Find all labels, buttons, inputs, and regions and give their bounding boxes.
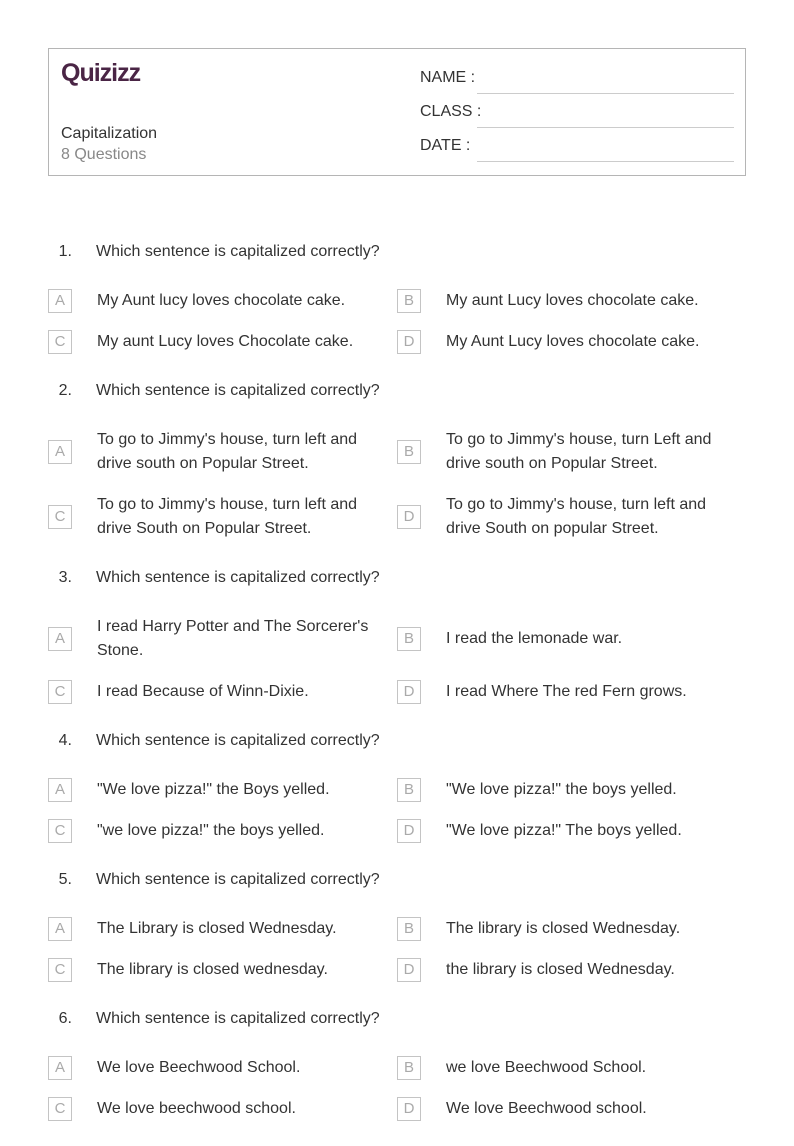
question — [0, 566, 794, 704]
option-letter-box[interactable]: A — [48, 289, 72, 313]
question-number: 3. — [58, 569, 72, 586]
option-text: To go to Jimmy's house, turn left and drive South on popular Street. — [446, 496, 707, 537]
option-letter-box[interactable]: C — [48, 330, 72, 354]
question-header — [0, 379, 794, 403]
option-c[interactable] — [48, 493, 397, 541]
option-letter-box[interactable]: C — [48, 680, 72, 704]
option-c[interactable] — [48, 819, 397, 843]
question-text: Which sentence is capitalized correctly? — [96, 382, 380, 399]
class-field[interactable] — [420, 95, 734, 119]
option-a[interactable] — [48, 1056, 397, 1080]
option-row — [0, 819, 794, 843]
question-text: Which sentence is capitalized correctly? — [96, 871, 380, 888]
question — [0, 240, 794, 354]
option-text: To go to Jimmy's house, turn Left and drive south on Popular Street. — [446, 431, 712, 472]
question-list — [0, 240, 794, 1146]
question-number: 4. — [58, 732, 72, 749]
option-letter-box[interactable]: D — [397, 505, 421, 529]
option-row — [0, 958, 794, 982]
option-d[interactable] — [397, 819, 746, 843]
option-row — [0, 289, 794, 313]
option-text: I read Because of Winn-Dixie. — [97, 683, 309, 700]
option-text: we love Beechwood School. — [446, 1059, 647, 1076]
option-letter-box[interactable]: A — [48, 1056, 72, 1080]
option-text: We love Beechwood School. — [97, 1059, 301, 1076]
question-header — [0, 240, 794, 264]
option-letter-box[interactable]: B — [397, 1056, 421, 1080]
option-letter-box[interactable]: D — [397, 680, 421, 704]
question-number: 1. — [58, 243, 72, 260]
option-text: "We love pizza!" The boys yelled. — [446, 822, 682, 839]
option-letter-box[interactable]: A — [48, 778, 72, 802]
option-row — [0, 493, 794, 541]
option-text: To go to Jimmy's house, turn left and drive South on Popular Street. — [97, 496, 358, 537]
option-letter-box[interactable]: B — [397, 917, 421, 941]
option-letter-box[interactable]: B — [397, 778, 421, 802]
option-letter-box[interactable]: A — [48, 917, 72, 941]
option-text: "we love pizza!" the boys yelled. — [97, 822, 325, 839]
option-row — [0, 330, 794, 354]
question-header — [0, 868, 794, 892]
option-letter-box[interactable]: D — [397, 819, 421, 843]
worksheet-title: Capitalization — [61, 125, 158, 142]
name-field[interactable] — [420, 61, 734, 85]
question-number: 5. — [58, 871, 72, 888]
option-text: The library is closed Wednesday. — [446, 920, 681, 937]
option-a[interactable] — [48, 778, 397, 802]
option-b[interactable] — [397, 428, 746, 476]
question-text: Which sentence is capitalized correctly? — [96, 569, 380, 586]
option-d[interactable] — [397, 1097, 746, 1121]
option-row — [0, 680, 794, 704]
option-row — [0, 917, 794, 941]
option-row — [0, 615, 794, 663]
option-d[interactable] — [397, 493, 746, 541]
option-letter-box[interactable]: D — [397, 958, 421, 982]
option-text: I read Where The red Fern grows. — [446, 683, 687, 700]
option-a[interactable] — [48, 289, 397, 313]
option-letter-box[interactable]: B — [397, 440, 421, 464]
option-letter-box[interactable]: A — [48, 440, 72, 464]
option-text: My Aunt lucy loves chocolate cake. — [97, 292, 346, 309]
option-row — [0, 428, 794, 476]
option-c[interactable] — [48, 680, 397, 704]
option-letter-box[interactable]: B — [397, 627, 421, 651]
option-text: My Aunt Lucy loves chocolate cake. — [446, 333, 700, 350]
option-letter-box[interactable]: D — [397, 330, 421, 354]
option-letter-box[interactable]: A — [48, 627, 72, 651]
question-header — [0, 1007, 794, 1031]
option-letter-box[interactable]: C — [48, 819, 72, 843]
worksheet-header — [48, 48, 746, 176]
option-c[interactable] — [48, 330, 397, 354]
class-label: CLASS : — [420, 103, 482, 120]
option-d[interactable] — [397, 680, 746, 704]
option-a[interactable] — [48, 917, 397, 941]
option-letter-box[interactable]: D — [397, 1097, 421, 1121]
question-count: 8 Questions — [61, 146, 147, 163]
question-text: Which sentence is capitalized correctly? — [96, 732, 380, 749]
question-text: Which sentence is capitalized correctly? — [96, 1010, 380, 1027]
option-text: We love beechwood school. — [97, 1100, 296, 1117]
option-d[interactable] — [397, 958, 746, 982]
name-line — [477, 93, 734, 94]
question-text: Which sentence is capitalized correctly? — [96, 243, 380, 260]
option-c[interactable] — [48, 1097, 397, 1121]
option-text: The library is closed wednesday. — [97, 961, 328, 978]
class-line — [477, 127, 734, 128]
option-letter-box[interactable]: C — [48, 1097, 72, 1121]
option-text: My aunt Lucy loves Chocolate cake. — [97, 333, 354, 350]
option-a[interactable] — [48, 428, 397, 476]
option-b[interactable] — [397, 1056, 746, 1080]
option-letter-box[interactable]: C — [48, 958, 72, 982]
option-b[interactable] — [397, 917, 746, 941]
quizizz-logo: Quizizz — [61, 59, 141, 87]
option-letter-box[interactable]: B — [397, 289, 421, 313]
option-b[interactable] — [397, 289, 746, 313]
date-field[interactable] — [420, 129, 734, 153]
option-b[interactable] — [397, 615, 746, 663]
option-text: the library is closed Wednesday. — [446, 961, 675, 978]
question — [0, 868, 794, 982]
option-d[interactable] — [397, 330, 746, 354]
option-row — [0, 1056, 794, 1080]
option-text: "We love pizza!" the boys yelled. — [446, 781, 677, 798]
name-label: NAME : — [420, 69, 476, 86]
date-label: DATE : — [420, 137, 471, 154]
question-number: 2. — [58, 382, 72, 399]
question — [0, 729, 794, 843]
question-number: 6. — [58, 1010, 72, 1027]
option-text: My aunt Lucy loves chocolate cake. — [446, 292, 699, 309]
question-header — [0, 566, 794, 590]
date-line — [477, 161, 734, 162]
option-text: To go to Jimmy's house, turn left and drive south on Popular Street. — [97, 431, 358, 472]
question-header — [0, 729, 794, 753]
option-c[interactable] — [48, 958, 397, 982]
option-text: We love Beechwood school. — [446, 1100, 647, 1117]
option-row — [0, 1097, 794, 1121]
option-text: I read Harry Potter and The Sorcerer's Stone. — [97, 618, 369, 659]
option-letter-box[interactable]: C — [48, 505, 72, 529]
option-text: "We love pizza!" the Boys yelled. — [97, 781, 330, 798]
option-text: I read the lemonade war. — [446, 630, 623, 647]
option-row — [0, 778, 794, 802]
option-b[interactable] — [397, 778, 746, 802]
question — [0, 1007, 794, 1121]
option-text: The Library is closed Wednesday. — [97, 920, 337, 937]
question — [0, 379, 794, 541]
option-a[interactable] — [48, 615, 397, 663]
